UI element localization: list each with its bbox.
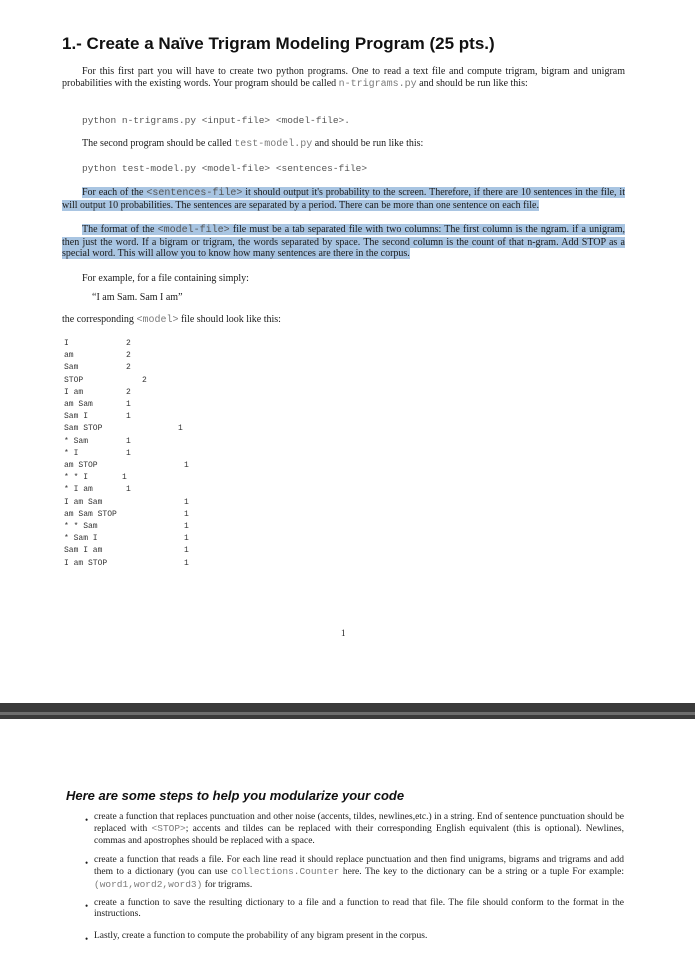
example-intro: For example, for a file containing simply: [82,273,249,284]
count-cell: 1 [126,412,131,422]
ngram-cell: Sam [64,363,79,373]
step-2-text: create a function that reads a file. For each line read it should replace punctuation and then find unigrams, bigrams and trigrams and add them to a dictionary (you can use [94,855,624,878]
ngram-cell: * Sam I [64,534,98,544]
hl2-text-end: file must be a tab separated file with two columns: The first column is the ngram. if a unigram, then just the word. If a bigram or trigram, the words separated by space. The second column is the count of that n-gram. Add STOP as a special word. This will allow you to know how many sentences are there in the corpus. [62,224,626,260]
count-cell: 1 [122,473,127,483]
step-1-text-end: ; accents and tildes can be replaced with their corresponding English equivalent (this is optional). Newlines, commas and apostrophes should be replaced with a space. [94,824,624,846]
count-cell: 1 [184,497,189,507]
ngram-cell: I [64,339,69,348]
count-cell: 1 [184,509,189,519]
hl1-text: For each of the [82,187,147,198]
hl1-code: <sentences-file> [146,188,243,199]
second-text: The second program should be called [82,138,235,149]
ngram-cell: Sam I am [64,546,103,556]
section-heading: 1.- Create a Naïve Trigram Modeling Program (25 pts.) [62,34,495,53]
example-text: “I am Sam. Sam I am” [92,292,183,303]
command-1: python n-trigrams.py <input-file> <model-file>. [82,115,350,126]
command-2: python test-model.py <model-file> <sentences-file> [82,163,368,174]
ngram-cell: I am Sam [64,497,103,507]
count-cell: 2 [126,351,131,361]
ngram-cell: am [64,351,74,361]
bullet-icon: • [85,858,89,868]
ngram-cell: * * I [64,473,89,483]
intro-paragraph [62,66,625,90]
ngram-cell: STOP [64,375,84,385]
ngram-cell: * I am [64,485,93,495]
highlighted-paragraph-2 [62,224,625,260]
steps-heading: Here are some steps to help you modularize your code [66,788,405,803]
count-cell: 2 [126,387,131,397]
step-2-code: collections.Counter [231,866,340,878]
model-intro [62,314,281,326]
second-text-end: and should be run like this: [312,138,424,149]
second-program-line [82,138,423,150]
hl1-text-end: it should output it's probability to the screen. Therefore, if there are 10 sentences in the file, it will output 10 probabilities. The sentences are separated by a period. There can be more than one sentence on each file. [62,187,625,211]
count-cell: 1 [184,534,189,544]
step-4: Lastly, create a function to compute the probability of any bigram present in the corpus. [94,931,428,941]
count-cell: 2 [126,363,131,373]
page-divider [0,703,695,719]
model-text-end: file should look like this: [178,314,281,325]
count-cell: 1 [126,485,131,495]
count-cell: 1 [184,461,189,470]
ngram-cell: Sam I [64,412,89,422]
step-2-text-end: for trigrams. [202,879,253,890]
ngram-cell: * I [64,448,79,458]
ngram-cell: I am STOP [64,558,108,568]
page-number: 1 [341,628,346,638]
highlighted-paragraph-1 [62,187,625,211]
step-1-text: create a function that replaces punctuation and other noise (accents, tildes, newlines,etc.) in a string. End of sentence punctuation should be replaced with [94,812,624,835]
intro-text: For this first part you will have to create two python programs. One to read a text file and compute trigram, bigram and unigram probabilities with the existing words. Your program should be called [62,66,625,89]
ngram-cell: am STOP [64,461,98,470]
step-1 [94,812,624,847]
second-code: test-model.py [234,139,313,150]
ngram-cell: * * Sam [64,522,98,531]
hl2-text: The format of the [82,224,158,235]
model-text: the corresponding [62,314,137,325]
count-cell: 1 [126,400,131,409]
step-1-code: <STOP> [151,823,186,835]
ngram-cell: am Sam [64,400,93,409]
count-cell: 1 [126,436,131,446]
document-page-2 [0,719,695,957]
model-code: <model> [136,315,179,326]
count-cell: 2 [142,375,147,385]
bullet-icon: • [85,815,89,825]
hl2-code: <model-file> [157,225,230,236]
ngram-cell: * Sam [64,436,89,446]
step-3: create a function to save the resulting dictionary to a file and a function to read that file. The file should conform to the format in the instructions. [94,898,624,920]
count-cell: 1 [178,424,183,434]
intro-code: n-trigrams.py [338,78,417,90]
ngram-cell: am Sam STOP [64,509,117,519]
count-cell: 1 [184,546,189,556]
step-2 [94,855,624,891]
ngram-cell: Sam STOP [64,424,103,434]
count-cell: 1 [126,448,131,458]
step-2-text-mid: here. The key to the dictionary can be a string or a tuple For example: [339,867,624,878]
ngram-cell: I am [64,387,84,397]
count-cell: 1 [184,558,189,568]
step-2-code-2: (word1,word2,word3) [94,878,203,890]
bullet-icon: • [85,934,89,944]
bullet-icon: • [85,901,89,911]
count-cell: 1 [184,522,189,531]
intro-text-end: and should be run like this: [416,77,528,89]
count-cell: 2 [126,339,131,348]
